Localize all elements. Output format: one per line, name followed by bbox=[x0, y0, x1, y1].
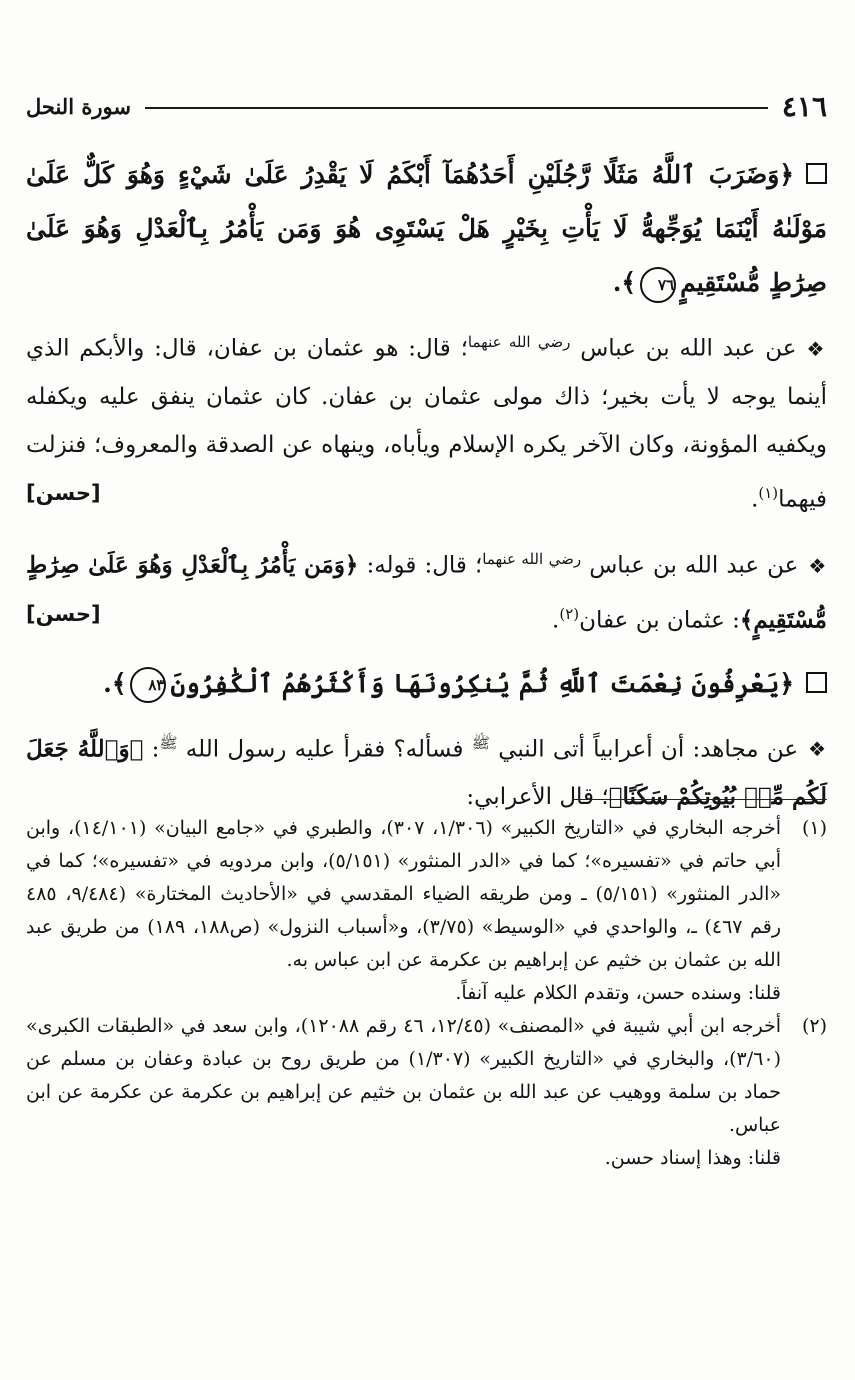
quran-quote: ﴿وَمَن يَأْمُرُ بِٱلْعَدْلِ وَهُوَ عَلَىٰ صِرَٰطٍ مُّسْتَقِيمٍ﴾ bbox=[26, 551, 827, 634]
hadith-ibn-abbas-1 bbox=[26, 318, 827, 523]
hadith-text: فسأله؟ فقرأ عليه رسول الله bbox=[185, 736, 464, 763]
hadith-text: : عثمان بن عفان bbox=[579, 607, 740, 634]
footnote-ref[interactable]: (٢) bbox=[559, 604, 580, 623]
footnote-separator bbox=[572, 799, 827, 800]
verse-text: ﴿وَضَرَبَ ٱللَّهُ مَثَلًا رَّجُلَيْنِ أَحَدُهُمَآ أَبْكَمُ لَا يَقْدِرُ عَلَىٰ شَيْءٍ وَهُوَ كَلٌّ عَلَىٰ مَوْلَىٰهُ أَيْنَمَا يُوَجِّههُّ لَا يَأْتِ بِخَيْرٍ هَلْ يَسْتَوِى هُوَ وَمَن يَأْمُرُ بِٱلْعَدْلِ وَهُوَ عَلَىٰ صِرَٰطٍ مُّسْتَقِيمٍ bbox=[26, 160, 827, 297]
diamond-bullet-icon: ❖ bbox=[806, 336, 827, 361]
book-page bbox=[26, 0, 827, 1380]
honorific: رضي الله عنهما bbox=[467, 333, 571, 351]
footnote-note: قلنا: وهذا إسناد حسن. bbox=[604, 1147, 781, 1169]
diamond-bullet-icon: ❖ bbox=[808, 553, 827, 578]
footnote-ref[interactable]: (١) bbox=[758, 483, 779, 502]
salutation: ﷺ bbox=[159, 733, 178, 752]
verse-box-icon bbox=[806, 163, 827, 184]
header-rule bbox=[145, 107, 768, 109]
footnote-text: أخرجه البخاري في «التاريخ الكبير» (١/٣٠٦، ٣٠٧)، والطبري في «جامع البيان» (١٤/١٠١)، وابن أبي حاتم في «تفسيره»؛ كما في «الدر المنثور» (٥/١٥١)، وابن مردويه في «تفسيره»؛ كما في «الدر المنثور» (٥/١٥١) ـ ومن طريقه الضياء المقدسي في «الأحاديث المختارة» (٩/٤٨٤، ٤٨٥ رقم ٤٦٧) ـ، والواحدي في «الوسيط» (٣/٧٥)، و«أسباب النزول» (ص١٨٨، ١٨٩) من طريق عبد الله بن عثمان بن خثيم عن إبراهيم بن عكرمة عن ابن عباس به. bbox=[26, 817, 782, 971]
verse-text: ﴿يَعْرِفُونَ نِعْمَتَ ٱللَّهِ ثُمَّ يُنكِرُونَهَا وَأَكْثَرُهُمُ ٱلْكَٰفِرُونَ bbox=[170, 668, 794, 698]
hadith-end: . bbox=[751, 486, 759, 513]
hadith-text: ؛ قال الأعرابي: bbox=[466, 784, 609, 811]
surah-title: سورة النحل bbox=[26, 93, 131, 119]
ayah-number-marker: ٨٣ bbox=[130, 667, 166, 703]
footnote-note: قلنا: وسنده حسن، وتقدم الكلام عليه آنفاً. bbox=[455, 982, 781, 1004]
hadith-text: ؛ قال: هو عثمان بن عفان، قال: والأبكم الذي أينما يوجه لا يأت بخير؛ ذاك مولى عثمان بن عفان. كان عثمان ينفق عليه ويكفله ويكفيه المؤونة، وكان الآخر يكره الإسلام ويأباه، وينهاه عن الصدقة والمعروف؛ فنزلت فيهما bbox=[26, 335, 827, 513]
footnote-number: (١) bbox=[801, 817, 827, 839]
footnote-2 bbox=[26, 1010, 827, 1142]
hadith-text: عن عبد الله بن عباس bbox=[580, 335, 797, 362]
verse-close: ﴾. bbox=[103, 668, 127, 698]
verse-76 bbox=[26, 148, 827, 310]
grade-label: [حسن] bbox=[26, 480, 101, 505]
main-text bbox=[26, 148, 827, 833]
honorific: رضي الله عنهما bbox=[482, 550, 582, 569]
footnotes bbox=[26, 812, 827, 1175]
hadith-text: عن مجاهد: أن أعرابياً أتى النبي bbox=[498, 736, 799, 763]
hadith-text: عن عبد الله بن عباس bbox=[589, 552, 799, 579]
quran-quote: ﴿وَٱللَّهُ جَعَلَ لَكُم مِّنۢ بُيُوتِكُمْ سَكَنًا﴾ bbox=[26, 735, 827, 811]
hadith-text: ؛ قال: قوله: bbox=[366, 552, 483, 579]
page-number: ٤١٦ bbox=[781, 89, 827, 123]
verse-box-icon bbox=[806, 672, 827, 693]
ayah-number-marker: ٧٦ bbox=[640, 267, 676, 303]
grade-label: [حسن] bbox=[26, 601, 101, 626]
diamond-bullet-icon: ❖ bbox=[808, 737, 827, 762]
hadith-ibn-abbas-2 bbox=[26, 535, 827, 644]
verse-close: ﴾. bbox=[612, 268, 637, 297]
footnote-text: أخرجه ابن أبي شيبة في «المصنف» (١٢/٤٥، ٤٦ رقم ١٢٠٨٨)، وابن سعد في «الطبقات الكبرى» (٣/٦٠)، والبخاري في «التاريخ الكبير» (١/٣٠٧) من طريق روح بن عبادة وعفان بن مسلم عن حماد بن سلمة ووهيب عن عبد الله بن عثمان بن خثيم عن إبراهيم بن عكرمة عن عكرمة عن ابن عباس. bbox=[26, 1015, 782, 1136]
hadith-end: . bbox=[552, 607, 560, 634]
footnote-1 bbox=[26, 812, 827, 977]
salutation: ﷺ bbox=[471, 733, 490, 752]
hadith-mujahid: ❖عن مجاهد: أن أعرابياً أتى النبي $^ﷺ$ فسأله؟ فقرأ عليه رسول الله $^ﷺ$: ﴿وَٱللَّهُ جَعَلَ لَكُم مِّنۢ بُيُوتِكُمْ سَكَنًا﴾؛ قال الأعرابي: bbox=[26, 733, 827, 811]
verse-83 bbox=[26, 657, 827, 711]
page-header bbox=[26, 86, 827, 126]
footnote-number: (٢) bbox=[801, 1015, 827, 1037]
